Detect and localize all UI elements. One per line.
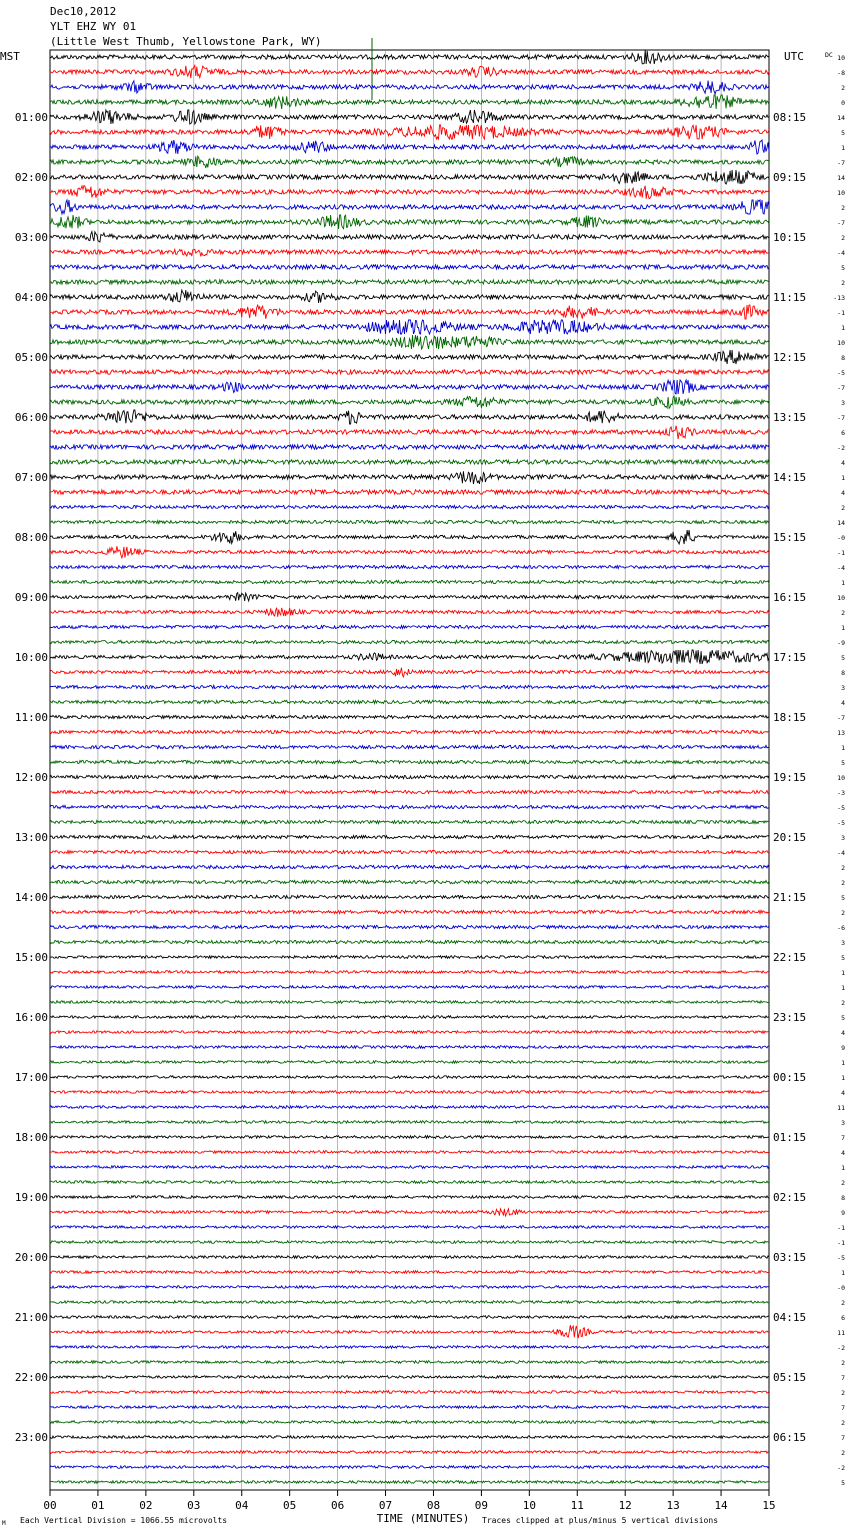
utc-hour-label: 22:15 <box>773 951 807 964</box>
dc-offset-label: 14 <box>837 519 845 527</box>
dc-offset-label: 2 <box>841 609 845 617</box>
seismic-trace <box>50 410 769 424</box>
dc-offset-label: 5 <box>841 129 845 137</box>
dc-offset-label: -1 <box>837 549 845 557</box>
dc-offset-label: -4 <box>837 849 845 857</box>
dc-offset-label: 10 <box>837 339 845 347</box>
seismic-trace <box>50 1241 769 1244</box>
dc-offset-label: 2 <box>841 999 845 1007</box>
seismic-trace <box>50 1286 769 1289</box>
seismic-trace <box>50 910 769 913</box>
seismic-trace <box>50 350 769 364</box>
seismic-trace <box>50 1325 769 1338</box>
seismic-trace <box>50 1121 769 1124</box>
dc-offset-label: 2 <box>841 1299 845 1307</box>
dc-offset-label: -13 <box>833 294 845 302</box>
seismic-trace <box>50 1076 769 1079</box>
seismic-trace <box>50 81 769 94</box>
dc-offset-label: 4 <box>841 489 845 497</box>
seismic-trace <box>50 593 769 601</box>
mst-hour-label: 17:00 <box>14 1071 48 1084</box>
seismic-trace <box>50 1301 769 1304</box>
dc-offset-label: 1 <box>841 624 845 632</box>
utc-hour-label: 03:15 <box>773 1251 807 1264</box>
seismic-trace <box>50 1166 769 1169</box>
utc-hour-label: 13:15 <box>773 411 807 424</box>
seismic-trace <box>50 1481 769 1484</box>
mst-hour-label: 15:00 <box>14 951 48 964</box>
dc-offset-label: 10 <box>837 774 845 782</box>
dc-offset-label: 3 <box>841 834 845 842</box>
seismic-trace <box>50 715 769 718</box>
seismic-trace <box>50 370 769 374</box>
dc-offset-label: 2 <box>841 879 845 887</box>
seismic-trace <box>50 1361 769 1364</box>
dc-offset-label: -3 <box>837 789 845 797</box>
x-tick-label: 00 <box>43 1499 57 1512</box>
x-tick-label: 08 <box>426 1499 441 1512</box>
dc-offset-label: 1 <box>841 969 845 977</box>
dc-offset-label: 1 <box>841 474 845 482</box>
x-tick-label: 15 <box>762 1499 776 1512</box>
utc-hour-label: 11:15 <box>773 291 807 304</box>
dc-offset-label: 8 <box>841 669 845 677</box>
dc-header-label: DC <box>825 51 833 59</box>
mst-hour-label: 21:00 <box>14 1311 48 1324</box>
utc-hour-label: 06:15 <box>773 1431 807 1444</box>
station-code: YLT EHZ WY 01 <box>50 20 137 33</box>
seismic-trace <box>50 1271 769 1274</box>
mst-hour-label: 05:00 <box>14 351 48 364</box>
dc-offset-label: 4 <box>841 1029 845 1037</box>
dc-offset-label: 8 <box>841 354 845 362</box>
station-location: (Little West Thumb, Yellowstone Park, WY) <box>50 35 322 48</box>
dc-offset-label: 8 <box>841 1194 845 1202</box>
dc-offset-label: -5 <box>837 1254 845 1262</box>
dc-offset-label: 4 <box>841 459 845 467</box>
seismic-trace <box>50 140 769 154</box>
dc-offset-label: -7 <box>837 414 845 422</box>
seismic-trace <box>50 865 769 868</box>
dc-offset-label: -1 <box>837 1224 845 1232</box>
dc-offset-label: 2 <box>841 1179 845 1187</box>
x-tick-label: 14 <box>714 1499 728 1512</box>
mst-hour-label: 12:00 <box>14 771 48 784</box>
seismic-trace <box>50 685 769 688</box>
mst-hour-label: 16:00 <box>14 1011 48 1024</box>
seismic-trace <box>50 1226 769 1229</box>
seismic-trace <box>50 1421 769 1424</box>
seismic-trace <box>50 1016 769 1019</box>
seismic-trace <box>50 546 769 558</box>
mst-hour-label: 04:00 <box>14 291 48 304</box>
dc-offset-label: 6 <box>841 1314 845 1322</box>
seismic-trace <box>50 290 769 303</box>
seismic-trace <box>50 1106 769 1109</box>
mst-hour-label: 10:00 <box>14 651 48 664</box>
seismic-trace <box>50 520 769 523</box>
seismic-trace <box>50 925 769 928</box>
utc-hour-label: 09:15 <box>773 171 807 184</box>
dc-offset-label: 11 <box>837 1329 845 1337</box>
utc-hour-label: 12:15 <box>773 351 807 364</box>
mst-hour-label: 06:00 <box>14 411 48 424</box>
seismic-trace <box>50 971 769 974</box>
seismic-trace <box>50 1046 769 1049</box>
seismic-trace <box>50 1209 769 1216</box>
x-tick-label: 10 <box>522 1499 536 1512</box>
seismic-trace <box>50 790 769 793</box>
seismic-trace <box>50 280 769 284</box>
seismic-trace <box>50 880 769 883</box>
seismic-trace <box>50 1091 769 1094</box>
utc-hour-label: 05:15 <box>773 1371 807 1384</box>
seismic-trace <box>50 170 769 184</box>
dc-offset-label: 11 <box>837 1104 845 1112</box>
dc-offset-label: 3 <box>841 399 845 407</box>
seismic-trace <box>50 65 769 78</box>
seismic-trace <box>50 745 769 748</box>
dc-offset-label: -2 <box>837 444 845 452</box>
dc-offset-label: -5 <box>837 819 845 827</box>
seismic-trace <box>50 265 769 269</box>
dc-offset-label: 10 <box>837 189 845 197</box>
dc-offset-label: 2 <box>841 1389 845 1397</box>
seismic-trace <box>50 305 769 319</box>
clipping-note: Traces clipped at plus/minus 5 vertical divisions <box>482 1516 719 1525</box>
seismic-trace <box>50 1391 769 1394</box>
x-tick-label: 03 <box>187 1499 201 1512</box>
mst-axis-label: MST <box>0 50 20 63</box>
seismic-trace <box>50 232 769 242</box>
utc-axis-label: UTC <box>784 50 804 63</box>
seismic-trace <box>50 1001 769 1004</box>
seismic-trace <box>50 805 769 808</box>
utc-hour-label: 15:15 <box>773 531 807 544</box>
dc-offset-label: -1 <box>837 309 845 317</box>
seismic-trace <box>50 445 769 449</box>
mst-hour-label: 23:00 <box>14 1431 48 1444</box>
utc-hour-label: 00:15 <box>773 1071 807 1084</box>
x-tick-label: 07 <box>378 1499 393 1512</box>
mst-hour-label: 13:00 <box>14 831 48 844</box>
seismic-trace <box>50 608 769 617</box>
mst-hour-label: 19:00 <box>14 1191 48 1204</box>
seismic-trace <box>50 580 769 583</box>
dc-offset-label: 7 <box>841 1404 845 1412</box>
seismic-trace <box>50 775 769 778</box>
dc-offset-label: 2 <box>841 279 845 287</box>
dc-offset-label: 5 <box>841 654 845 662</box>
utc-hour-label: 01:15 <box>773 1131 807 1144</box>
dc-offset-label: 1 <box>841 1059 845 1067</box>
dc-offset-label: -7 <box>837 159 845 167</box>
seismic-trace <box>50 380 769 394</box>
dc-offset-label: 7 <box>841 1134 845 1142</box>
dc-offset-label: 5 <box>841 954 845 962</box>
seismic-trace <box>50 1061 769 1064</box>
dc-offset-label: 1 <box>841 984 845 992</box>
x-tick-label: 02 <box>139 1499 153 1512</box>
dc-offset-label: -4 <box>837 249 845 257</box>
dc-offset-label: 1 <box>841 579 845 587</box>
x-tick-label: 04 <box>235 1499 249 1512</box>
seismic-trace <box>50 186 769 199</box>
seismic-trace <box>50 215 769 229</box>
utc-hour-label: 10:15 <box>773 231 807 244</box>
mst-hour-label: 09:00 <box>14 591 48 604</box>
mst-hour-label: 22:00 <box>14 1371 48 1384</box>
dc-offset-label: 5 <box>841 759 845 767</box>
seismic-trace <box>50 1256 769 1259</box>
seismic-trace <box>50 200 769 214</box>
seismic-trace <box>50 850 769 853</box>
dc-offset-label: -5 <box>837 369 845 377</box>
dc-offset-label: 10 <box>837 594 845 602</box>
dc-offset-label: 1 <box>841 1074 845 1082</box>
dc-offset-label: 5 <box>841 1014 845 1022</box>
x-tick-label: 01 <box>91 1499 105 1512</box>
dc-offset-label: 1 <box>841 1269 845 1277</box>
seismic-trace <box>50 986 769 989</box>
x-tick-label: 11 <box>570 1499 584 1512</box>
seismic-trace <box>50 1136 769 1139</box>
seismic-trace <box>50 505 769 508</box>
seismic-trace <box>50 1181 769 1184</box>
dc-offset-label: 1 <box>841 144 845 152</box>
seismic-trace <box>50 156 769 168</box>
utc-hour-label: 16:15 <box>773 591 807 604</box>
seismic-trace <box>50 895 769 898</box>
seismic-trace <box>50 835 769 838</box>
dc-offset-label: -7 <box>837 384 845 392</box>
x-tick-label: 09 <box>474 1499 489 1512</box>
dc-offset-label: 1 <box>841 1164 845 1172</box>
utc-hour-label: 23:15 <box>773 1011 807 1024</box>
dc-offset-label: 4 <box>841 1089 845 1097</box>
seismic-trace <box>50 335 769 349</box>
seismic-trace <box>50 956 769 959</box>
seismic-trace <box>50 530 769 544</box>
seismic-trace <box>50 1406 769 1409</box>
seismic-trace <box>50 471 769 484</box>
seismic-trace <box>50 249 769 256</box>
seismic-trace <box>50 820 769 823</box>
dc-offset-label: 7 <box>841 1434 845 1442</box>
mst-hour-label: 11:00 <box>14 711 48 724</box>
utc-hour-label: 17:15 <box>773 651 807 664</box>
mst-hour-label: 08:00 <box>14 531 48 544</box>
dc-offset-label: 2 <box>841 234 845 242</box>
dc-offset-label: -7 <box>837 219 845 227</box>
seismic-trace <box>50 426 769 439</box>
dc-offset-label: 7 <box>841 1374 845 1382</box>
dc-offset-label: 4 <box>841 1149 845 1157</box>
dc-offset-label: 3 <box>841 684 845 692</box>
dc-offset-label: 2 <box>841 504 845 512</box>
seismic-trace <box>50 490 769 494</box>
dc-offset-label: 2 <box>841 864 845 872</box>
mst-hour-label: 02:00 <box>14 171 48 184</box>
dc-offset-label: 1 <box>841 744 845 752</box>
dc-offset-label: 5 <box>841 1479 845 1487</box>
seismic-trace <box>50 1031 769 1034</box>
mst-hour-label: 01:00 <box>14 111 48 124</box>
utc-hour-label: 18:15 <box>773 711 807 724</box>
utc-hour-label: 20:15 <box>773 831 807 844</box>
dc-offset-label: -9 <box>837 639 845 647</box>
dc-offset-label: 2 <box>841 1359 845 1367</box>
dc-offset-label: 6 <box>841 429 845 437</box>
dc-offset-label: 9 <box>841 1044 845 1052</box>
dc-offset-label: 2 <box>841 1449 845 1457</box>
dc-offset-label: -4 <box>837 564 845 572</box>
dc-offset-label: -5 <box>837 804 845 812</box>
dc-offset-label: 5 <box>841 264 845 272</box>
seismic-trace <box>50 1346 769 1349</box>
seismic-trace <box>50 940 769 943</box>
x-axis-label: TIME (MINUTES) <box>376 1512 470 1525</box>
dc-offset-label: 3 <box>841 939 845 947</box>
seismic-trace <box>50 640 769 643</box>
seismic-trace <box>50 1451 769 1454</box>
vertical-division-note: Each Vertical Division = 1066.55 microvolts <box>20 1516 228 1525</box>
seismic-trace <box>50 760 769 763</box>
mst-hour-label: 14:00 <box>14 891 48 904</box>
dc-offset-label: 9 <box>841 1209 845 1217</box>
x-tick-label: 12 <box>618 1499 632 1512</box>
seismic-trace <box>50 396 769 408</box>
seismic-trace <box>50 95 769 109</box>
dc-offset-label: 4 <box>841 699 845 707</box>
utc-hour-label: 04:15 <box>773 1311 807 1324</box>
seismic-trace <box>50 320 769 334</box>
dc-offset-label: -2 <box>837 1464 845 1472</box>
x-tick-label: 06 <box>330 1499 345 1512</box>
dc-offset-label: 5 <box>841 894 845 902</box>
seismic-trace <box>50 700 769 703</box>
utc-hour-label: 08:15 <box>773 111 807 124</box>
dc-offset-label: -8 <box>837 69 845 77</box>
seismic-trace <box>50 1376 769 1379</box>
seismic-trace <box>50 1196 769 1199</box>
x-tick-label: 05 <box>283 1499 297 1512</box>
dc-offset-label: 3 <box>841 1119 845 1127</box>
seismic-trace <box>50 460 769 464</box>
mst-hour-label: 20:00 <box>14 1251 48 1264</box>
dc-offset-label: 2 <box>841 84 845 92</box>
mst-hour-label: 03:00 <box>14 231 48 244</box>
seismic-trace <box>50 730 769 733</box>
dc-offset-label: 1 <box>841 324 845 332</box>
dc-offset-label: 13 <box>837 729 845 737</box>
utc-hour-label: 14:15 <box>773 471 807 484</box>
dc-offset-label: 14 <box>837 174 845 182</box>
dc-offset-label: -7 <box>837 714 845 722</box>
seismic-trace <box>50 1151 769 1154</box>
dc-offset-label: -0 <box>837 534 845 542</box>
seismic-trace <box>50 110 769 124</box>
mst-hour-label: 18:00 <box>14 1131 48 1144</box>
mst-hour-label: 07:00 <box>14 471 48 484</box>
seismic-trace <box>50 50 769 64</box>
corner-mark: M <box>2 1520 6 1527</box>
dc-offset-label: 0 <box>841 99 845 107</box>
dc-offset-label: -1 <box>837 1239 845 1247</box>
seismic-trace <box>50 565 769 568</box>
dc-offset-label: 10 <box>837 54 845 62</box>
dc-offset-label: -0 <box>837 1284 845 1292</box>
seismic-trace <box>50 1436 769 1439</box>
record-date: Dec10,2012 <box>50 5 117 18</box>
dc-offset-label: 2 <box>841 204 845 212</box>
dc-offset-label: 2 <box>841 1419 845 1427</box>
seismic-trace <box>50 650 769 664</box>
dc-offset-label: -2 <box>837 1344 845 1352</box>
utc-hour-label: 19:15 <box>773 771 807 784</box>
utc-hour-label: 02:15 <box>773 1191 807 1204</box>
utc-hour-label: 21:15 <box>773 891 807 904</box>
x-tick-label: 13 <box>666 1499 680 1512</box>
seismic-trace <box>50 625 769 628</box>
seismic-trace <box>50 668 769 677</box>
seismic-trace <box>50 1316 769 1319</box>
dc-offset-label: -6 <box>837 924 845 932</box>
seismic-trace <box>50 1466 769 1469</box>
seismic-trace <box>50 125 769 139</box>
dc-offset-label: 2 <box>841 909 845 917</box>
dc-offset-label: 14 <box>837 114 845 122</box>
